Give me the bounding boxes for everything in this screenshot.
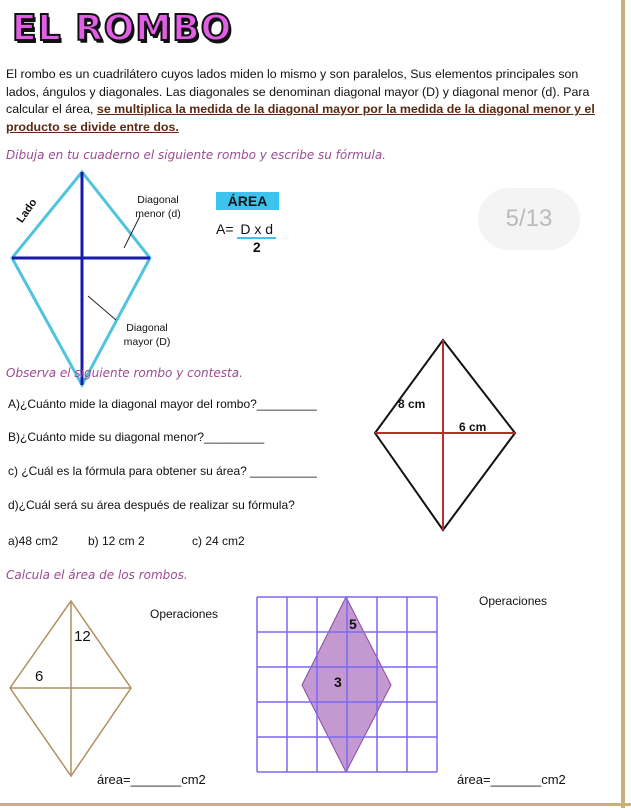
exercise1-major: 12 bbox=[74, 628, 91, 645]
rhombus-grid bbox=[255, 595, 440, 775]
label-line: Diagonal bbox=[137, 194, 179, 206]
page-border-bottom bbox=[0, 803, 631, 806]
side-label: Lado bbox=[14, 196, 40, 226]
option-b: b) 12 cm 2 bbox=[88, 534, 145, 548]
exercise1-minor: 6 bbox=[35, 668, 44, 685]
page-title: EL ROMBO bbox=[12, 8, 233, 49]
intro-emphasis: se multiplica la medida de la diagonal mayor por la medida de la diagonal menor y el producto se divide entre dos. bbox=[6, 102, 595, 134]
exercise1-operations-label: Operaciones bbox=[150, 607, 219, 621]
exercise1-answer: área=_______cm2 bbox=[97, 772, 206, 787]
option-c: c) 24 cm2 bbox=[192, 534, 245, 548]
page-indicator: 5/13 bbox=[478, 188, 580, 250]
area-formula bbox=[216, 221, 276, 255]
minor-diagonal-label bbox=[128, 193, 188, 221]
question-a: A)¿Cuánto mide la diagonal mayor del rombo?_________ bbox=[8, 397, 317, 411]
formula-denominator: 2 bbox=[252, 239, 261, 255]
area-heading: ÁREA bbox=[216, 192, 279, 210]
question-b: B)¿Cuánto mide su diagonal menor?_________ bbox=[8, 430, 265, 444]
formula-numerator: D x d bbox=[237, 221, 276, 239]
label-line: Diagonal bbox=[126, 322, 168, 334]
rhombus-8x6 bbox=[370, 335, 520, 535]
label-line: mayor (D) bbox=[123, 336, 171, 348]
intro-paragraph bbox=[6, 66, 606, 136]
question-c: c) ¿Cuál es la fórmula para obtener su área? __________ bbox=[8, 464, 317, 478]
instruction-draw: Dibuja en tu cuaderno el siguiente rombo y escribe su fórmula. bbox=[6, 148, 386, 162]
label-line: menor (d) bbox=[135, 208, 181, 220]
formula-lhs: A= bbox=[216, 221, 234, 237]
exercise2-minor: 3 bbox=[334, 674, 342, 690]
major-diagonal-label bbox=[114, 321, 180, 349]
intro-text: El rombo es un cuadrilátero cuyos lados miden lo mismo y son paralelos, Sus elementos principales son lados, ángulos y diagonales. Las diagonales se denominan diagonal mayor (D) y diagonal menor (d). Para calcular el área, bbox=[6, 67, 590, 116]
question-d: d)¿Cuál será su área después de realizar su fórmula? bbox=[8, 498, 295, 512]
major-length: 8 cm bbox=[398, 397, 426, 411]
exercise2-major: 5 bbox=[349, 616, 357, 632]
exercise2-operations-label: Operaciones bbox=[479, 594, 548, 608]
arrow-major bbox=[88, 296, 116, 320]
rhombus-outline bbox=[375, 340, 515, 530]
rhombus-12x6 bbox=[0, 595, 140, 780]
page-border-right bbox=[621, 0, 625, 808]
exercise2-answer: área=_______cm2 bbox=[457, 772, 566, 787]
option-a: a)48 cm2 bbox=[8, 534, 59, 548]
instruction-observe: Observa el siguiente rombo y contesta. bbox=[6, 366, 243, 380]
grid-lines bbox=[257, 597, 437, 772]
instruction-calculate: Calcula el área de los rombos. bbox=[6, 568, 188, 582]
minor-length: 6 cm bbox=[459, 420, 487, 434]
